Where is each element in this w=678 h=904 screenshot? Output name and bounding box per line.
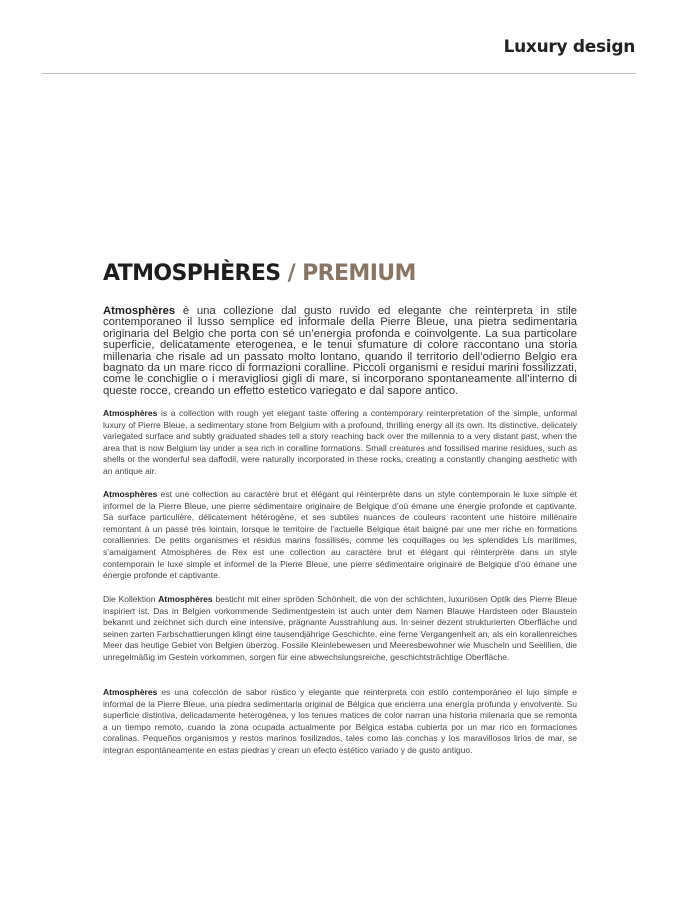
- page-title: [103, 261, 416, 286]
- paragraph-text: est une collection au caractère brut et élégant qui réinterprète dans un style contemporain le luxe simple et informel de la Pierre Bleue, une pierre sédimentaire originaire de Belgique d’où émane une énergie profonde et captivante. Sa surface particulière, délicatement hétérogène, et ses subtiles nuances de couleurs racontent une histoire millénaire remontant à un passé très lointain, lorsque le territoire de l’actuelle Belgique était baigné par une mer riche en formations coralliennes. De petits organismes et résidus marins fossilisés, comme les coquillages ou les splendides Lis maritimes, s’amalgament Atmosphères de Rex est une collection au caractère brut et élégant qui réinterprète dans un style contemporain le luxe simple et informel de la Pierre Bleue, une pierre sédimentaire originaire de Belgique d’où émane une énergie profonde et captivante.: [103, 489, 577, 581]
- paragraph-french: [103, 489, 577, 582]
- paragraph-text: besticht mit einer spröden Schönheit, die von der schlichten, luxuriösen Optik des Pierre Bleue inspiriert ist. Das in Belgien vorkommende Sedimentgestein ist auch unter dem Namen Blauwe Hardsteen oder Blaustein bekannt und zeichnet sich durch eine intensive, prägnante Ausstrahlung aus. In seiner dezent strukturierten Oberfläche und seinen zarten Farbschattierungen klingt eine tausendjährige Geschichte, eine ferne Vergangenheit an, als ein korallenreiches Meer das heutige Gebiet von Belgien überzog. Fossile Kleinlebewesen und Meeresbewohner wie Muscheln und Seelilien, die unregelmäßig im Gestein vorkommen, sorgen für eine abwechslungsreiche, geschichtsträchtige Oberfläche.: [103, 594, 577, 662]
- paragraph-bold: Atmosphères: [103, 408, 158, 418]
- paragraph-text: è una collezione dal gusto ruvido ed elegante che reinterpreta in stile contemporaneo il lusso semplice ed informale della Pierre Bleue, una pietra sedimentaria originaria del Belgio che porta con sé un’energia profonda e coinvolgente. La sua particolare superficie, delicatamente eterogenea, e le tenui sfumature di colore raccontano una storia millenaria che risale ad un passato molto lontano, quando il territorio dell’odierno Belgio era bagnato da un mare ricco di formazioni coralline. Piccoli organismi e residui marini fossilizzati, come le conchiglie o i meravigliosi gigli di mare, si incorporano spontaneamente all’interno di queste rocce, creando un effetto estetico variegato e dal sapore antico.: [103, 305, 577, 397]
- paragraph-bold: Atmosphères: [103, 687, 158, 697]
- paragraph-bold: Atmosphères: [103, 305, 176, 317]
- paragraph-italian: [103, 306, 577, 397]
- paragraph-text: es una colección de sabor rústico y elegante que reinterpreta con estilo contemporáneo el lujo simple e informal de la Pierre Bleue, una piedra sedimentaria original de Bélgica que encierra una energía profunda y envolvente. Su superficie distintiva, delicadamente heterogénea, y los tenues matices de color narran una historia milenaria que se remonta a un tiempo remoto, cuando la zona ocupada actualmente por Bélgica estaba cubierta por un mar rico en formaciones coralinas. Pequeños organismos y restos marinos fosilizados, tales como las conchas y los maravillosos lirios de mar, se integran espontáneamente en estas piedras y crean un efecto estético variado y de gusto antiguo.: [103, 687, 577, 755]
- paragraph-german: [103, 594, 577, 664]
- collection-name: ATMOSPHÈRES: [103, 261, 281, 286]
- paragraph-bold: Atmosphères: [103, 489, 158, 499]
- header-title: Luxury design: [503, 37, 635, 57]
- paragraph-bold: Atmosphères: [158, 594, 213, 604]
- paragraph-text: is a collection with rough yet elegant taste offering a contemporary reinterpretation of the simple, unformal luxury of Pierre Bleue, a sedimentary stone from Belgium with a profound, thrilling energy all its own. Its distinctive, delicately variegated surface and subtly graduated shades tell a story reaching back over the millennia to a very distant past, when the area that is now Belgium lay under a sea rich in coralline formations. Small creatures and fossilised marine residues, such as shells or the wonderful sea daffodil, were naturally incorporated in these rocks, creating a constantly changing aesthetic with an antique air.: [103, 408, 577, 476]
- header-divider: [42, 73, 636, 74]
- paragraph-spanish: [103, 687, 577, 757]
- paragraph-pre: Die Kollektion: [103, 594, 159, 604]
- paragraph-english: [103, 408, 577, 478]
- collection-tier: / PREMIUM: [287, 261, 416, 286]
